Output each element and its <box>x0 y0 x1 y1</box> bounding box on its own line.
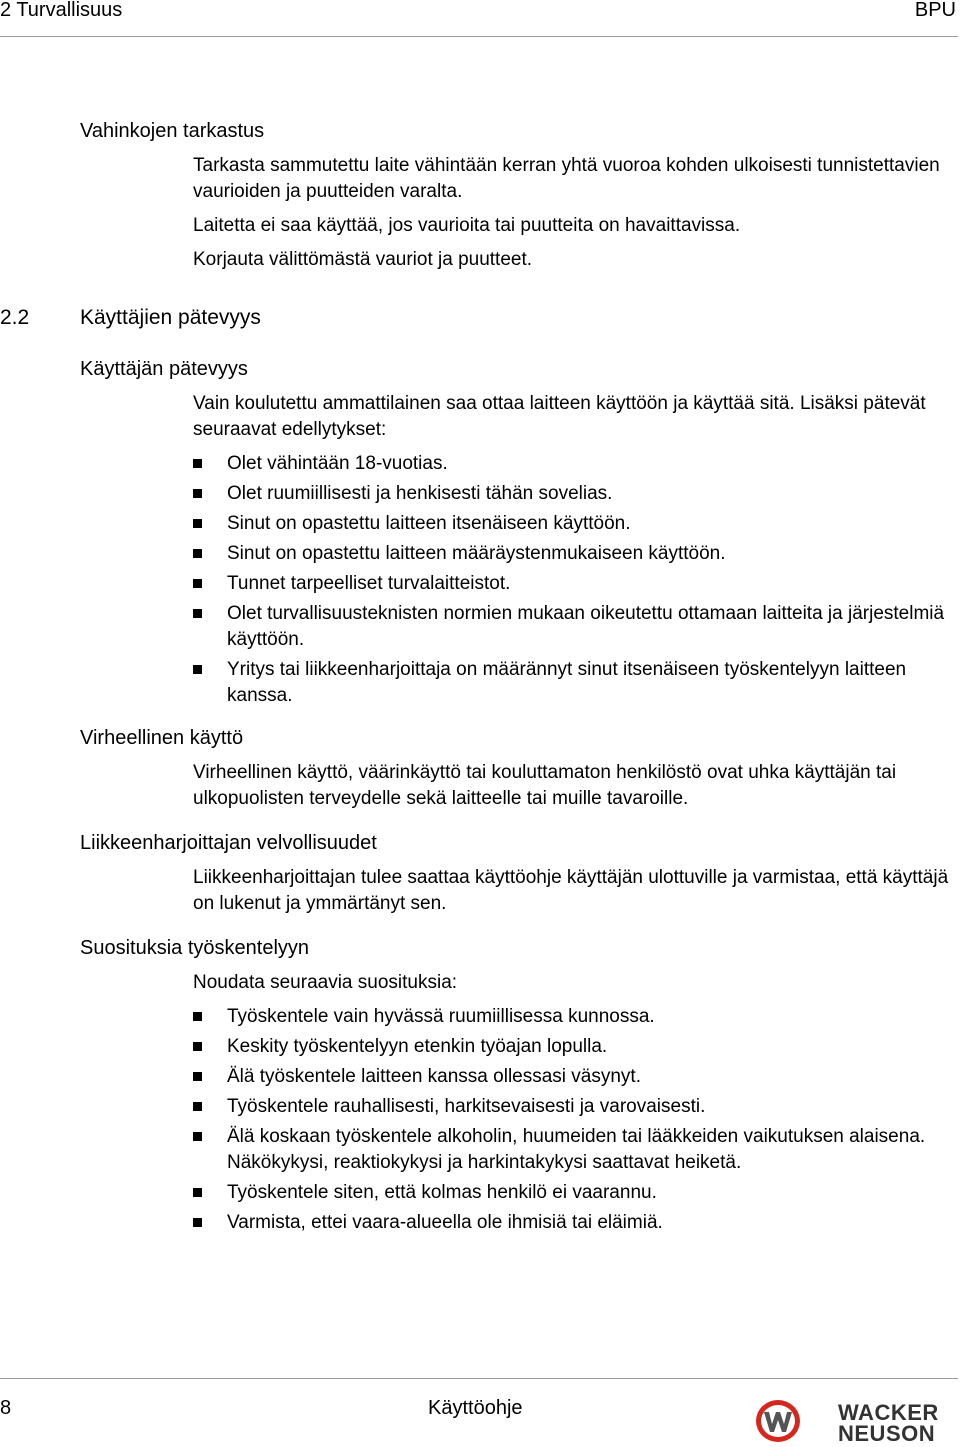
list-item: Työskentele siten, että kolmas henkilö ei vaarannu. <box>193 1180 953 1206</box>
square-bullet-icon <box>193 1102 202 1111</box>
recommendations-heading: Suosituksia työskentelyyn <box>80 937 310 959</box>
square-bullet-icon <box>193 459 202 468</box>
header-product-name: BPU <box>914 0 956 21</box>
list-item: Työskentele rauhallisesti, harkitsevaisesti ja varovaisesti. <box>193 1094 953 1120</box>
footer-doc-title: Käyttöohje <box>428 1397 523 1419</box>
square-bullet-icon <box>193 609 202 618</box>
square-bullet-icon <box>193 579 202 588</box>
header-section-title: 2 Turvallisuus <box>0 0 123 21</box>
competence-text <box>193 391 953 709</box>
damage-check-paragraph: Tarkasta sammutettu laite vähintään kerran yhtä vuoroa kohden ulkoisesti tunnistettavien vaurioiden ja puutteiden varalta. <box>193 155 940 202</box>
wacker-neuson-w-logo-icon <box>754 1398 802 1444</box>
square-bullet-icon <box>193 1218 202 1227</box>
footer-divider <box>0 1378 958 1379</box>
recommendations-text <box>193 970 953 1236</box>
square-bullet-icon <box>193 1132 202 1141</box>
list-item: Olet ruumiillisesti ja henkisesti tähän sovelias. <box>193 481 953 507</box>
square-bullet-icon <box>193 549 202 558</box>
misuse-heading: Virheellinen käyttö <box>80 727 244 749</box>
section-number: 2.2 <box>0 306 30 329</box>
competence-intro: Vain koulutettu ammattilainen saa ottaa laitteen käyttöön ja käyttää sitä. Lisäksi pätevät seuraavat edellytykset: <box>193 393 926 440</box>
duties-heading: Liikkeenharjoittajan velvollisuudet <box>80 832 377 854</box>
square-bullet-icon <box>193 665 202 674</box>
recommendations-list <box>193 1004 953 1236</box>
header-divider <box>0 36 958 37</box>
brand-line: NEUSON <box>838 1421 936 1446</box>
list-item: Työskentele vain hyvässä ruumiillisessa kunnossa. <box>193 1004 953 1030</box>
list-item: Keskity työskentelyyn etenkin työajan lopulla. <box>193 1034 953 1060</box>
damage-check-heading: Vahinkojen tarkastus <box>80 120 265 142</box>
damage-check-paragraph: Laitetta ei saa käyttää, jos vaurioita tai puutteita on havaittavissa. <box>193 215 741 236</box>
list-item: Sinut on opastettu laitteen itsenäiseen käyttöön. <box>193 511 953 537</box>
list-item: Olet turvallisuusteknisten normien mukaan oikeutettu ottamaan laitteita ja järjestelmiä käyttöön. <box>193 601 953 653</box>
square-bullet-icon <box>193 1188 202 1197</box>
competence-list <box>193 451 953 709</box>
damage-check-text <box>193 153 953 273</box>
page-number: 8 <box>0 1397 12 1419</box>
list-item: Yritys tai liikkeenharjoittaja on määrännyt sinut itsenäiseen työskentelyyn laitteen kanssa. <box>193 657 953 709</box>
duties-text: Liikkeenharjoittajan tulee saattaa käyttöohje käyttäjän ulottuville ja varmistaa, että käyttäjä on lukenut ja ymmärtänyt sen. <box>193 867 949 914</box>
list-item: Sinut on opastettu laitteen määräystenmukaiseen käyttöön. <box>193 541 953 567</box>
square-bullet-icon <box>193 1012 202 1021</box>
square-bullet-icon <box>193 1042 202 1051</box>
list-item: Älä koskaan työskentele alkoholin, huumeiden tai lääkkeiden vaikutuksen alaisena. Näkökykysi, reaktiokykysi ja harkintakykysi saattavat heiketä. <box>193 1124 953 1176</box>
damage-check-paragraph: Korjauta välittömästä vauriot ja puutteet. <box>193 249 533 270</box>
section-title: Käyttäjien pätevyys <box>80 306 261 329</box>
brand-line: WACKER <box>838 1400 939 1425</box>
competence-heading: Käyttäjän pätevyys <box>80 358 248 380</box>
list-item: Olet vähintään 18-vuotias. <box>193 451 953 477</box>
list-item: Varmista, ettei vaara-alueella ole ihmisiä tai eläimiä. <box>193 1210 953 1236</box>
list-item: Älä työskentele laitteen kanssa ollessasi väsynyt. <box>193 1064 953 1090</box>
square-bullet-icon <box>193 519 202 528</box>
square-bullet-icon <box>193 1072 202 1081</box>
square-bullet-icon <box>193 489 202 498</box>
brand-logo-text <box>838 1402 939 1444</box>
recommendations-intro: Noudata seuraavia suosituksia: <box>193 972 458 993</box>
list-item: Tunnet tarpeelliset turvalaitteistot. <box>193 571 953 597</box>
misuse-text: Virheellinen käyttö, väärinkäyttö tai kouluttamaton henkilöstö ovat uhka käyttäjän tai ulkopuolisten terveydelle sekä laitteelle tai muille tavaroille. <box>193 762 897 809</box>
